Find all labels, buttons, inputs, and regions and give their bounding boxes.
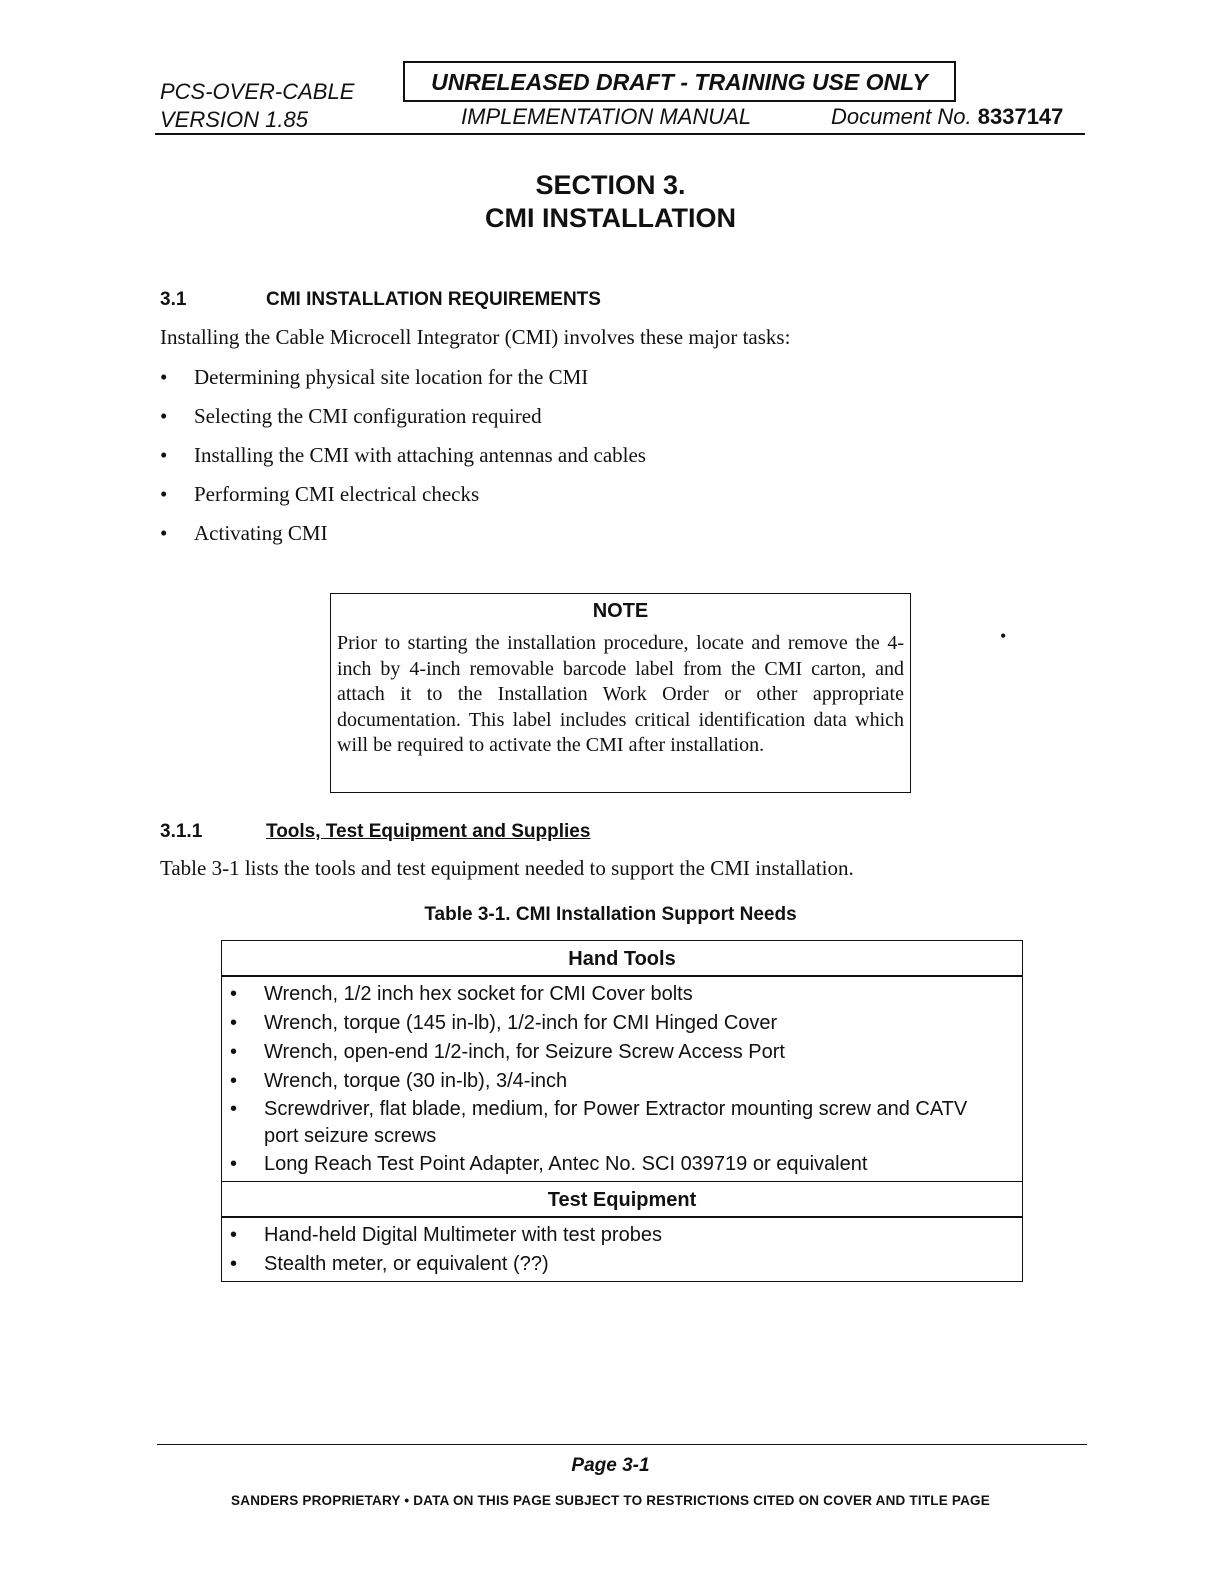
table-caption: Table 3-1. CMI Installation Support Needs (424, 904, 797, 925)
draft-banner: UNRELEASED DRAFT - TRAINING USE ONLY (403, 61, 956, 102)
table-header-test-equipment: Test Equipment (222, 1182, 1022, 1218)
paragraph-3-1-1-intro: Table 3-1 lists the tools and test equipment needed to support the CMI installation. (160, 856, 854, 880)
test-equipment-section (222, 1218, 1022, 1281)
page-number: Page 3-1 (571, 1455, 650, 1476)
table-row: • Hand-held Digital Multimeter with test probes (222, 1221, 1022, 1250)
list-item: • Determining physical site location for the CMI (160, 362, 646, 401)
table-row: • Screwdriver, flat blade, medium, for Power Extractor mounting screw and CATV port seizure screws (222, 1096, 1022, 1150)
table-row: • Wrench, open-end 1/2-inch, for Seizure Screw Access Port (222, 1038, 1022, 1067)
list-item: • Performing CMI electrical checks (160, 479, 646, 518)
support-needs-table (221, 940, 1023, 1282)
task-list (160, 362, 646, 557)
header-product-version (160, 78, 354, 134)
version-label: VERSION 1.85 (160, 107, 308, 132)
table-header-hand-tools: Hand Tools (222, 941, 1022, 977)
stray-mark: • (1000, 626, 1007, 646)
list-item: • Installing the CMI with attaching antennas and cables (160, 440, 646, 479)
heading-3-1-1-title: Tools, Test Equipment and Supplies (266, 821, 591, 842)
table-row: • Wrench, 1/2 inch hex socket for CMI Cover bolts (222, 980, 1022, 1009)
proprietary-notice: SANDERS PROPRIETARY • DATA ON THIS PAGE SUBJECT TO RESTRICTIONS CITED ON COVER AND TITLE PAGE (231, 1493, 990, 1508)
heading-3-1-number: 3.1 (160, 289, 187, 310)
section-title: CMI INSTALLATION (485, 203, 736, 233)
document-number-value: 8337147 (977, 104, 1064, 129)
table-row: • Stealth meter, or equivalent (??) (222, 1250, 1022, 1279)
product-name: PCS-OVER-CABLE (160, 79, 355, 104)
note-text: Prior to starting the installation procedure, locate and remove the 4-inch by 4-inch removable barcode label from the CMI carton, and attach it to the Installation Work Order or other appropriate documentation. This label includes critical identification data which will be required to activate the CMI after installation. (337, 632, 904, 757)
manual-title: IMPLEMENTATION MANUAL (461, 104, 752, 129)
heading-3-1-title: CMI INSTALLATION REQUIREMENTS (266, 289, 601, 310)
header-divider (155, 133, 1085, 135)
note-box (330, 593, 911, 793)
footer-divider (157, 1444, 1087, 1445)
list-item: • Selecting the CMI configuration required (160, 401, 646, 440)
section-number: SECTION 3. (535, 170, 686, 200)
hand-tools-section (222, 977, 1022, 1182)
paragraph-3-1-intro: Installing the Cable Microcell Integrator (CMI) involves these major tasks: (160, 325, 791, 349)
list-item: • Activating CMI (160, 518, 646, 557)
document-number (831, 104, 1063, 130)
table-row: • Long Reach Test Point Adapter, Antec No. SCI 039719 or equivalent (222, 1150, 1022, 1179)
note-title: NOTE (592, 600, 649, 622)
document-number-label: Document No. (831, 104, 972, 129)
table-row: • Wrench, torque (30 in-lb), 3/4-inch (222, 1067, 1022, 1096)
heading-3-1-1-number: 3.1.1 (160, 821, 203, 842)
table-row: • Wrench, torque (145 in-lb), 1/2-inch for CMI Hinged Cover (222, 1009, 1022, 1038)
